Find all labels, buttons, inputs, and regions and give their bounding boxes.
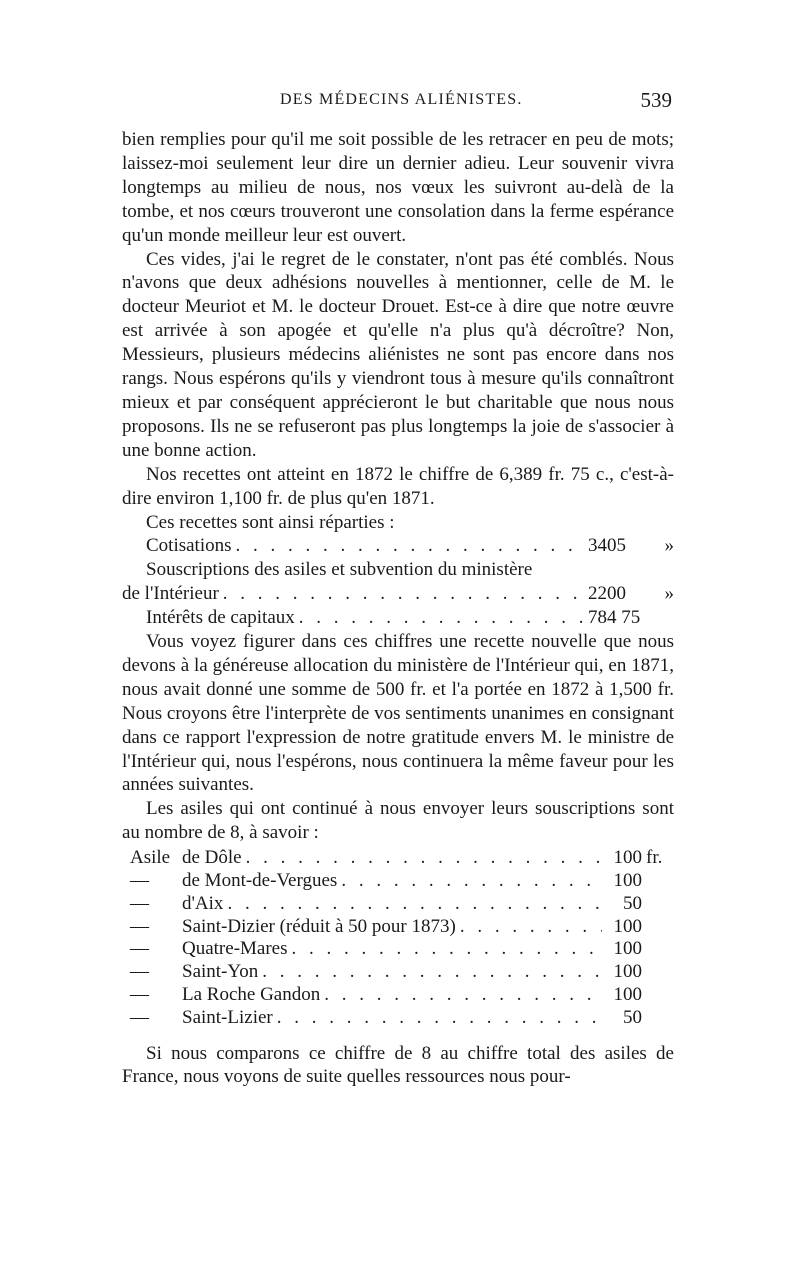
asile-name: La Roche Gandon <box>182 983 321 1005</box>
dot-leader <box>236 534 584 558</box>
asile-name: Saint-Dizier (réduit à 50 pour 1873) <box>182 915 456 937</box>
running-title: DES MÉDECINS ALIÉNISTES. <box>280 91 523 108</box>
dot-leader <box>292 938 602 961</box>
paragraph-vides: Ces vides, j'ai le regret de le constater, n'ont pas été comblés. Nous n'avons que deux adhésions nouvelles à mentionner, celle de M. le docteur Meuriot et M. le docteur Drouet. Est-ce à dire que notre œuvre est arrivée à son apogée et qu'elle n'a plus qu'à décroître? Non, Messieurs, plusieurs médecins aliénistes ne sont pas encore dans nos rangs. Nous espérons qu'ils y viendront tous à mesure qu'ils connaîtront mieux et par conséquent apprécieront le but charitable que nous nous proposons. Ils ne se refuseront pas plus longtemps la joie de s'associer à une bonne action. <box>122 248 674 461</box>
asile-prefix: — <box>130 983 149 1005</box>
body-text <box>122 128 674 1089</box>
asiles-list <box>122 847 674 1029</box>
asile-amount: 100 <box>613 983 642 1005</box>
list-item <box>122 916 674 939</box>
running-header <box>122 88 672 118</box>
asile-name: d'Aix <box>182 892 224 914</box>
list-item <box>122 893 674 916</box>
asile-prefix: — <box>130 1006 149 1028</box>
list-item <box>122 1007 674 1030</box>
list-item <box>122 984 674 1007</box>
asile-amount: 100 <box>613 915 642 937</box>
ledger-label-souscriptions: Souscriptions des asiles et subvention du ministère <box>146 559 533 581</box>
spacer <box>122 1030 674 1042</box>
asile-prefix: — <box>130 869 149 891</box>
ledger-row-cotisations <box>122 534 674 558</box>
paragraph-continued: bien remplies pour qu'il me soit possible de les retracer en peu de mots; laissez-moi seulement leur dire un dernier adieu. Leur souvenir vivra longtemps au milieu de nous, nos vœux les suivront au-delà de la tombe, et nos cœurs trouveront une consolation dans la ferme espérance qu'un monde meilleur leur est ouvert. <box>122 129 674 246</box>
paragraph-comparaison: Si nous comparons ce chiffre de 8 au chiffre total des asiles de France, nous voyons de suite quelles ressources nous pour- <box>122 1042 674 1088</box>
ledger-amount: 784 75 <box>588 607 641 629</box>
ledger-label: de l'Intérieur <box>122 583 219 605</box>
page-number: 539 <box>640 88 672 112</box>
ledger-row-souscriptions <box>122 582 674 606</box>
dot-leader <box>262 961 602 984</box>
dot-leader <box>341 870 602 893</box>
ledger-amount: 2200 <box>588 583 626 605</box>
asile-name: de Mont-de-Vergues <box>182 869 338 891</box>
list-item <box>122 961 674 984</box>
dot-leader <box>277 1007 602 1030</box>
asile-prefix: Asile <box>130 847 171 869</box>
asile-prefix: — <box>130 961 149 983</box>
asile-amount: 100 <box>613 961 642 983</box>
asile-prefix: — <box>130 915 149 937</box>
paragraph-recettes: Nos recettes ont atteint en 1872 le chiffre de 6,389 fr. 75 c., c'est-à-dire environ 1,100 fr. de plus qu'en 1871. <box>122 463 674 509</box>
asile-prefix: — <box>130 892 149 914</box>
asile-amount: 50 <box>623 1006 642 1028</box>
ledger-unit: » <box>664 583 674 605</box>
ledger-label: Intérêts de capitaux <box>146 607 295 629</box>
dot-leader <box>227 893 602 916</box>
ledger-unit: » <box>664 535 674 557</box>
ledger-row-interets <box>122 606 674 630</box>
dot-leader <box>460 916 602 939</box>
dot-leader <box>299 606 584 630</box>
asile-amount: 100 <box>613 938 642 960</box>
asile-amount: 50 <box>623 892 642 914</box>
dot-leader <box>246 847 602 870</box>
ledger-amount: 3405 <box>588 535 626 557</box>
asile-name: de Dôle <box>182 847 242 869</box>
asile-name: Saint-Lizier <box>182 1006 273 1028</box>
list-item <box>122 938 674 961</box>
dot-leader <box>223 582 584 606</box>
list-item <box>122 847 674 870</box>
asile-name: Quatre-Mares <box>182 938 288 960</box>
paragraph-asiles: Les asiles qui ont continué à nous envoyer leurs souscriptions sont au nombre de 8, à savoir : <box>122 798 674 844</box>
paragraph-allocation: Vous voyez figurer dans ces chiffres une recette nouvelle que nous devons à la généreuse allocation du ministère de l'Intérieur qui, en 1871, nous avait donné une somme de 500 fr. et l'a portée en 1872 à 1,500 fr. Nous croyons être l'interprète de vos sentiments unanimes en consignant dans ce rapport l'expression de notre gratitude envers M. le ministre de l'Intérieur qui, nous l'espérons, nous continuera la même faveur pour les années suivantes. <box>122 631 674 796</box>
asile-amount: 100 <box>613 847 642 869</box>
paragraph-repartition: Ces recettes sont ainsi réparties : <box>146 511 395 533</box>
list-item <box>122 870 674 893</box>
asile-name: Saint-Yon <box>182 961 259 983</box>
asile-unit: fr. <box>646 847 663 869</box>
asile-prefix: — <box>130 938 149 960</box>
ledger-label: Cotisations <box>146 535 232 557</box>
dot-leader <box>324 984 602 1007</box>
asile-amount: 100 <box>613 869 642 891</box>
